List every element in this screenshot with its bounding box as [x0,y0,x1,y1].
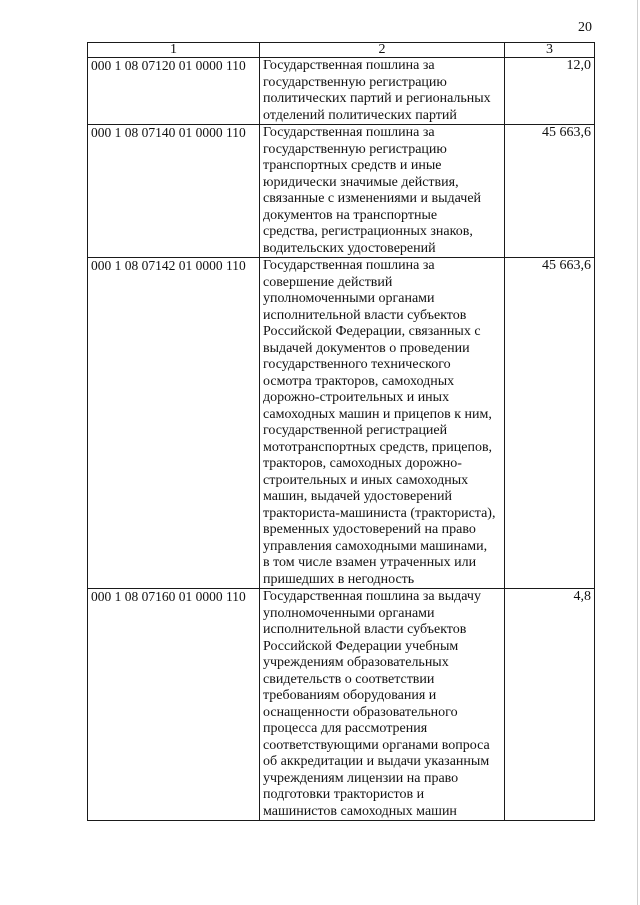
revenue-name: Государственная пошлина за государственную регистрацию транспортных средств и иные юридически значимые действия, связанные с изменениями и выдачей документов на транспортные средства, регистрационных знаков, водительских удостоверений [260,125,505,258]
budget-code: 000 1 08 07140 01 0000 110 [88,125,260,258]
table-row [88,589,595,821]
scan-edge-line [637,0,638,905]
header-col-2: 2 [260,43,505,58]
budget-code: 000 1 08 07160 01 0000 110 [88,589,260,821]
amount: 45 663,6 [505,125,595,258]
table-body [88,58,595,821]
table-header [88,43,595,58]
table-row [88,125,595,258]
budget-code: 000 1 08 07120 01 0000 110 [88,58,260,125]
budget-code: 000 1 08 07142 01 0000 110 [88,258,260,589]
revenue-name: Государственная пошлина за выдачу уполномоченными органами исполнительной власти субъектов Российской Федерации учебным учреждениям образовательных свидетельств о соответствии требованиям оборудования и оснащенности образовательного процесса для рассмотрения соответствующими органами вопроса об аккредитации и выдачи указанным учреждениям лицензии на право подготовки трактористов и машинистов самоходных машин [260,589,505,821]
header-row [88,43,595,58]
amount: 4,8 [505,589,595,821]
amount: 12,0 [505,58,595,125]
table-row [88,58,595,125]
header-col-1: 1 [88,43,260,58]
amount: 45 663,6 [505,258,595,589]
revenue-name: Государственная пошлина за совершение действий уполномоченными органами исполнительной власти субъектов Российской Федерации, связанных с выдачей документов о проведении государственного технического осмотра тракторов, самоходных дорожно-строительных и иных самоходных машин и прицепов к ним, государственной регистрацией мототранспортных средств, прицепов, тракторов, самоходных дорожно- строительных и иных самоходных машин, выдачей удостоверений тракториста-машиниста (тракториста), временных удостоверений на право управления самоходными машинами, в том числе взамен утраченных или пришедших в негодность [260,258,505,589]
header-col-3: 3 [505,43,595,58]
page-number: 20 [578,20,592,35]
table-row [88,258,595,589]
revenue-table [87,42,595,821]
revenue-name: Государственная пошлина за государственную регистрацию политических партий и региональных отделений политических партий [260,58,505,125]
